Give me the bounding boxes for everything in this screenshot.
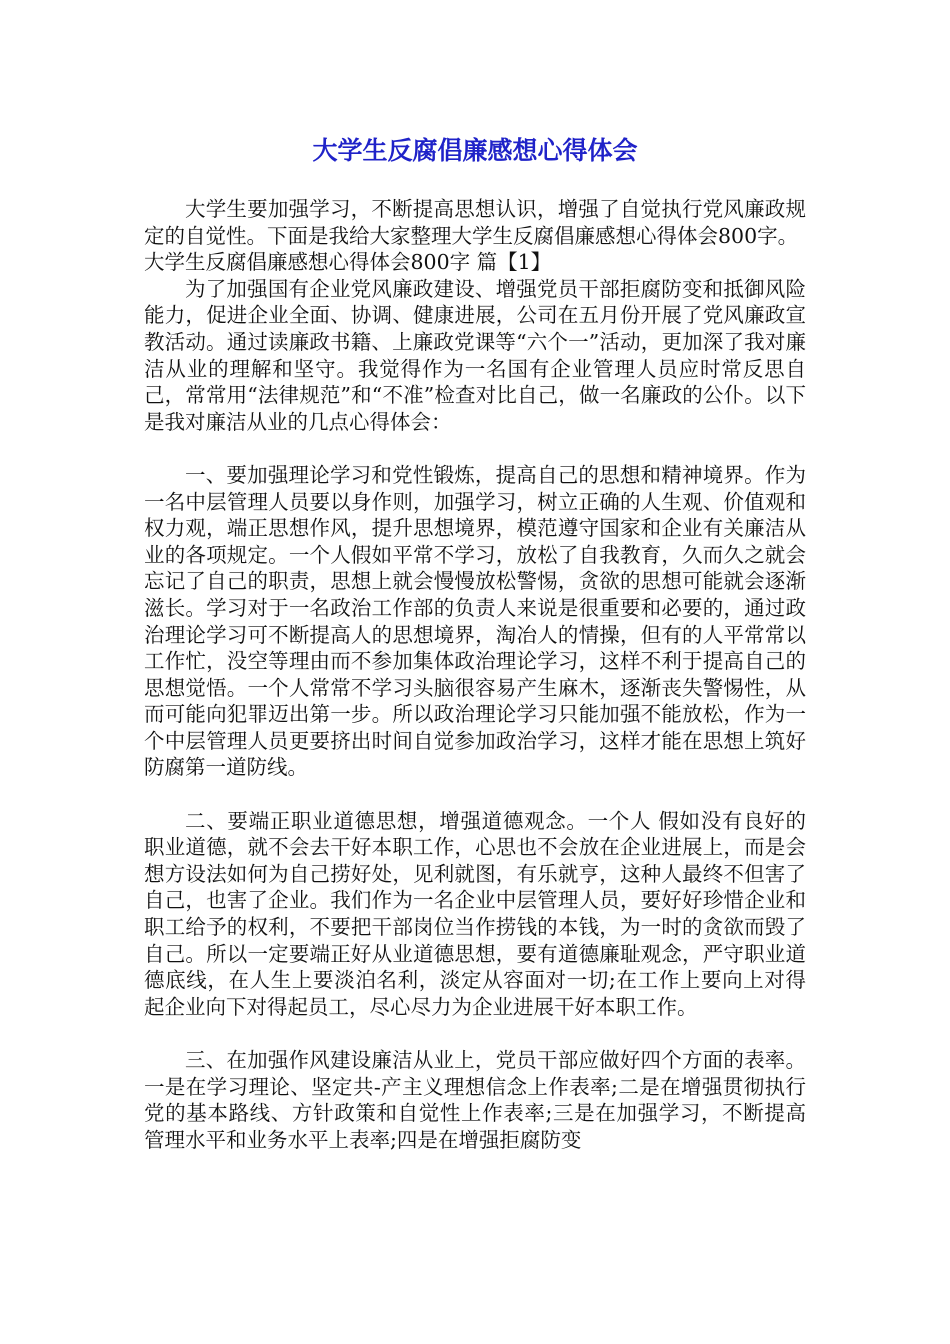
body-paragraph-2: 一、要加强理论学习和党性锻炼，提高自己的思想和精神境界。作为一名中层管理人员要以身作则，加强学习，树立正确的人生观、价值观和权力观，端正思想作风，提升思想境界，模范遵守国家和企业有关廉洁从业的各项规定。一个人假如平常不学习，放松了自我教育，久而久之就会忘记了自己的职责，思想上就会慢慢放松警惕，贪欲的思想可能就会逐渐滋长。学习对于一名政治工作部的负责人来说是很重要和必要的，通过政治理论学习可不断提高人的思想境界，淘冶人的情操，但有的人平常常以工作忙，没空等理由而不参加集体政治理论学习，这样不利于提高自己的思想觉悟。一个人常常不学习头脑很容易产生麻木，逐渐丧失警惕性，从而可能向犯罪迈出第一步。所以政治理论学习只能加强不能放松，作为一个中层管理人员更要挤出时间自觉参加政治学习，这样才能在思想上筑好防腐第一道防线。: [144, 462, 806, 780]
section-heading: 大学生反腐倡廉感想心得体会800字 篇【1】: [144, 250, 552, 275]
document-title: 大学生反腐倡廉感想心得体会: [312, 136, 638, 165]
document-body: [144, 196, 806, 1153]
body-paragraph-1: 为了加强国有企业党风廉政建设、增强党员干部拒腐防变和抵御风险能力，促进企业全面、协调、健康进展，公司在五月份开展了党风廉政宣教活动。通过读廉政书籍、上廉政党课等“六个一”活动，更加深了我对廉洁从业的理解和坚守。我觉得作为一名国有企业管理人员应时常反思自己，常常用“法律规范”和“不准”检查对比自己，做一名廉政的公仆。以下是我对廉洁从业的几点心得体会：: [144, 276, 806, 434]
body-paragraph-4: 三、在加强作风建设廉洁从业上，党员干部应做好四个方面的表率。一是在学习理论、坚定共-产主义理想信念上作表率;二是在增强贯彻执行党的基本路线、方针政策和自觉性上作表率;三是在加强学习，不断提高管理水平和业务水平上表率;四是在增强拒腐防变: [144, 1048, 806, 1152]
intro-paragraph: 大学生要加强学习，不断提高思想认识，增强了自觉执行党风廉政规定的自觉性。下面是我给大家整理大学生反腐倡廉感想心得体会800字。: [144, 197, 806, 248]
body-paragraph-3: 二、要端正职业道德思想，增强道德观念。一个人 假如没有良好的职业道德，就不会去干好本职工作，心思也不会放在企业进展上，而是会想方设法如何为自己捞好处，见利就图，有乐就亨，这种人最终不但害了自己，也害了企业。我们作为一名企业中层管理人员，要好好珍惜企业和职工给予的权利，不要把干部岗位当作捞钱的本钱，为一时的贪欲而毁了自己。所以一定要端正好从业道德思想，要有道德廉耻观念，严守职业道德底线，在人生上要淡泊名利，淡定从容面对一切;在工作上要向上对得起企业向下对得起员工，尽心尽力为企业进展干好本职工作。: [144, 808, 806, 1019]
